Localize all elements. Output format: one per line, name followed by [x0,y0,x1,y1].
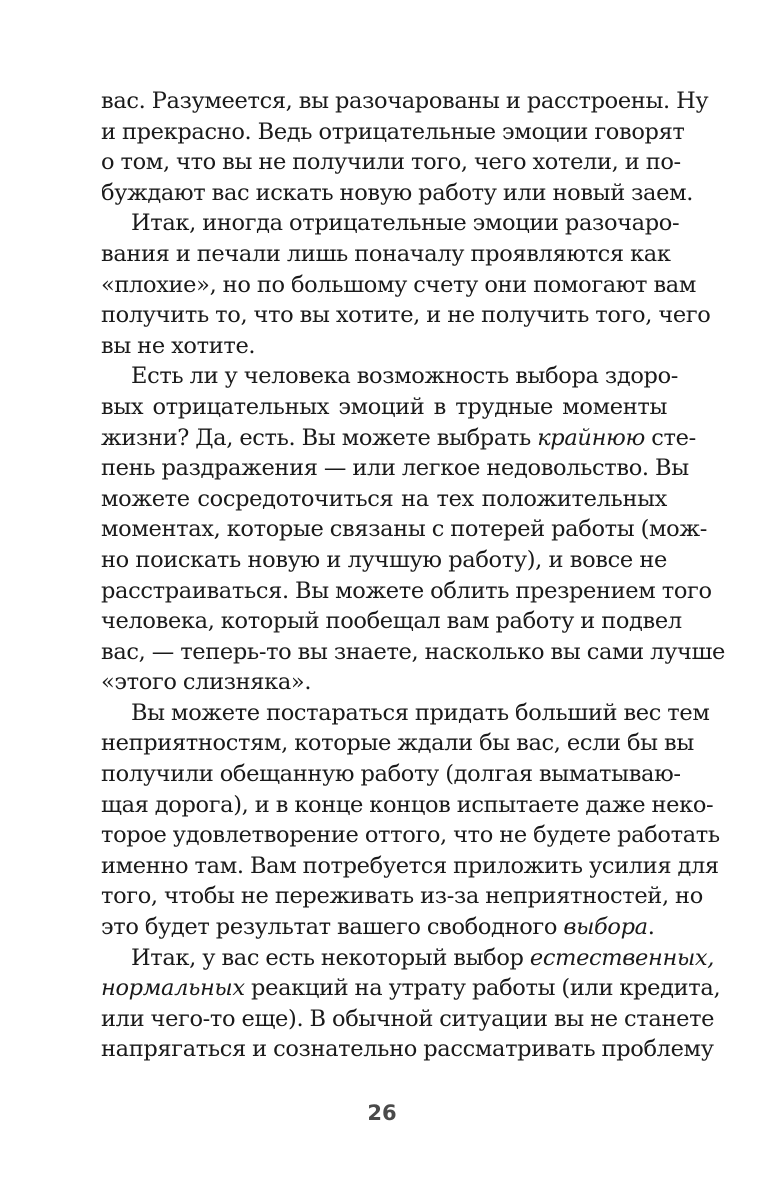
text-line: вы не хотите. [101,332,256,359]
italic-emphasis: выбора [563,914,648,941]
text-line: вас, — теперь-то вы знаете, насколько вы сами лучше [101,638,726,665]
paragraph-first-line: Вы можете постараться придать больший вес тем [131,699,710,726]
italic-emphasis: крайнюю [537,424,645,451]
text-line: можете сосредоточиться на тех положительных [101,485,667,512]
text-line: и прекрасно. Ведь отрицательные эмоции говорят [101,118,685,145]
italic-emphasis: нормальных [101,975,245,1002]
text-line [101,973,721,1004]
body-text [101,86,726,1065]
text-line: расстраиваться. Вы можете облить презрением того [101,577,712,604]
text-line: именно там. Вам потребуется приложить усилия для [101,852,719,879]
italic-emphasis: естественных, [529,944,715,971]
text-line: о том, что вы не получили того, чего хотели, и по- [101,149,681,176]
text-line: вания и печали лишь поначалу проявляются как [101,240,671,267]
text-line: вас. Разумеется, вы разочарованы и расстроены. Ну [101,88,709,114]
text-run: . [647,914,655,941]
text-line: неприятностям, которые ждали бы вас, если бы вы [101,730,694,757]
text-run: Итак, у вас есть некоторый выбор [131,944,530,971]
text-line: напрягаться и сознательно рассматривать проблему [101,1036,714,1063]
text-line: того, чтобы не переживать из-за неприятностей, но [101,883,703,910]
text-line: человека, который пообещал вам работу и подвел [101,608,682,635]
text-line: или чего-то еще). В обычной ситуации вы не станете [101,1005,715,1032]
page-number: 26 [367,1101,397,1125]
text-line: пень раздражения — или легкое недовольство. Вы [101,455,689,482]
paragraph-first-line: Есть ли у человека возможность выбора здоро- [131,363,679,390]
paragraph-first-line: Итак, иногда отрицательные эмоции разочаро- [131,210,680,237]
text-line: щая дорога), и в конце концов испытаете даже неко- [101,791,714,818]
text-line: вых отрицательных эмоций в трудные моменты [101,393,667,420]
paragraph-first-line [101,943,715,974]
text-run: это будет результат вашего свободного [101,914,564,941]
text-line: но поискать новую и лучшую работу), и вовсе не [101,546,667,573]
text-line [101,423,696,454]
text-run: реакций на утрату работы (или кредита, [244,975,721,1002]
text-run: жизни? Да, есть. Вы можете выбрать [101,424,538,451]
text-line: «этого слизняка». [101,669,312,696]
text-line: получили обещанную работу (долгая выматываю- [101,761,681,788]
text-line: моментах, которые связаны с потерей работы (мож- [101,516,707,543]
text-line: торое удовлетворение оттого, что не будете работать [101,822,720,849]
text-line: получить то, что вы хотите, и не получить того, чего [101,302,711,329]
text-line: «плохие», но по большому счету они помогают вам [101,271,696,298]
text-run: сте- [644,424,696,451]
text-line: буждают вас искать новую работу или новый заем. [101,179,694,206]
text-line [101,912,667,943]
